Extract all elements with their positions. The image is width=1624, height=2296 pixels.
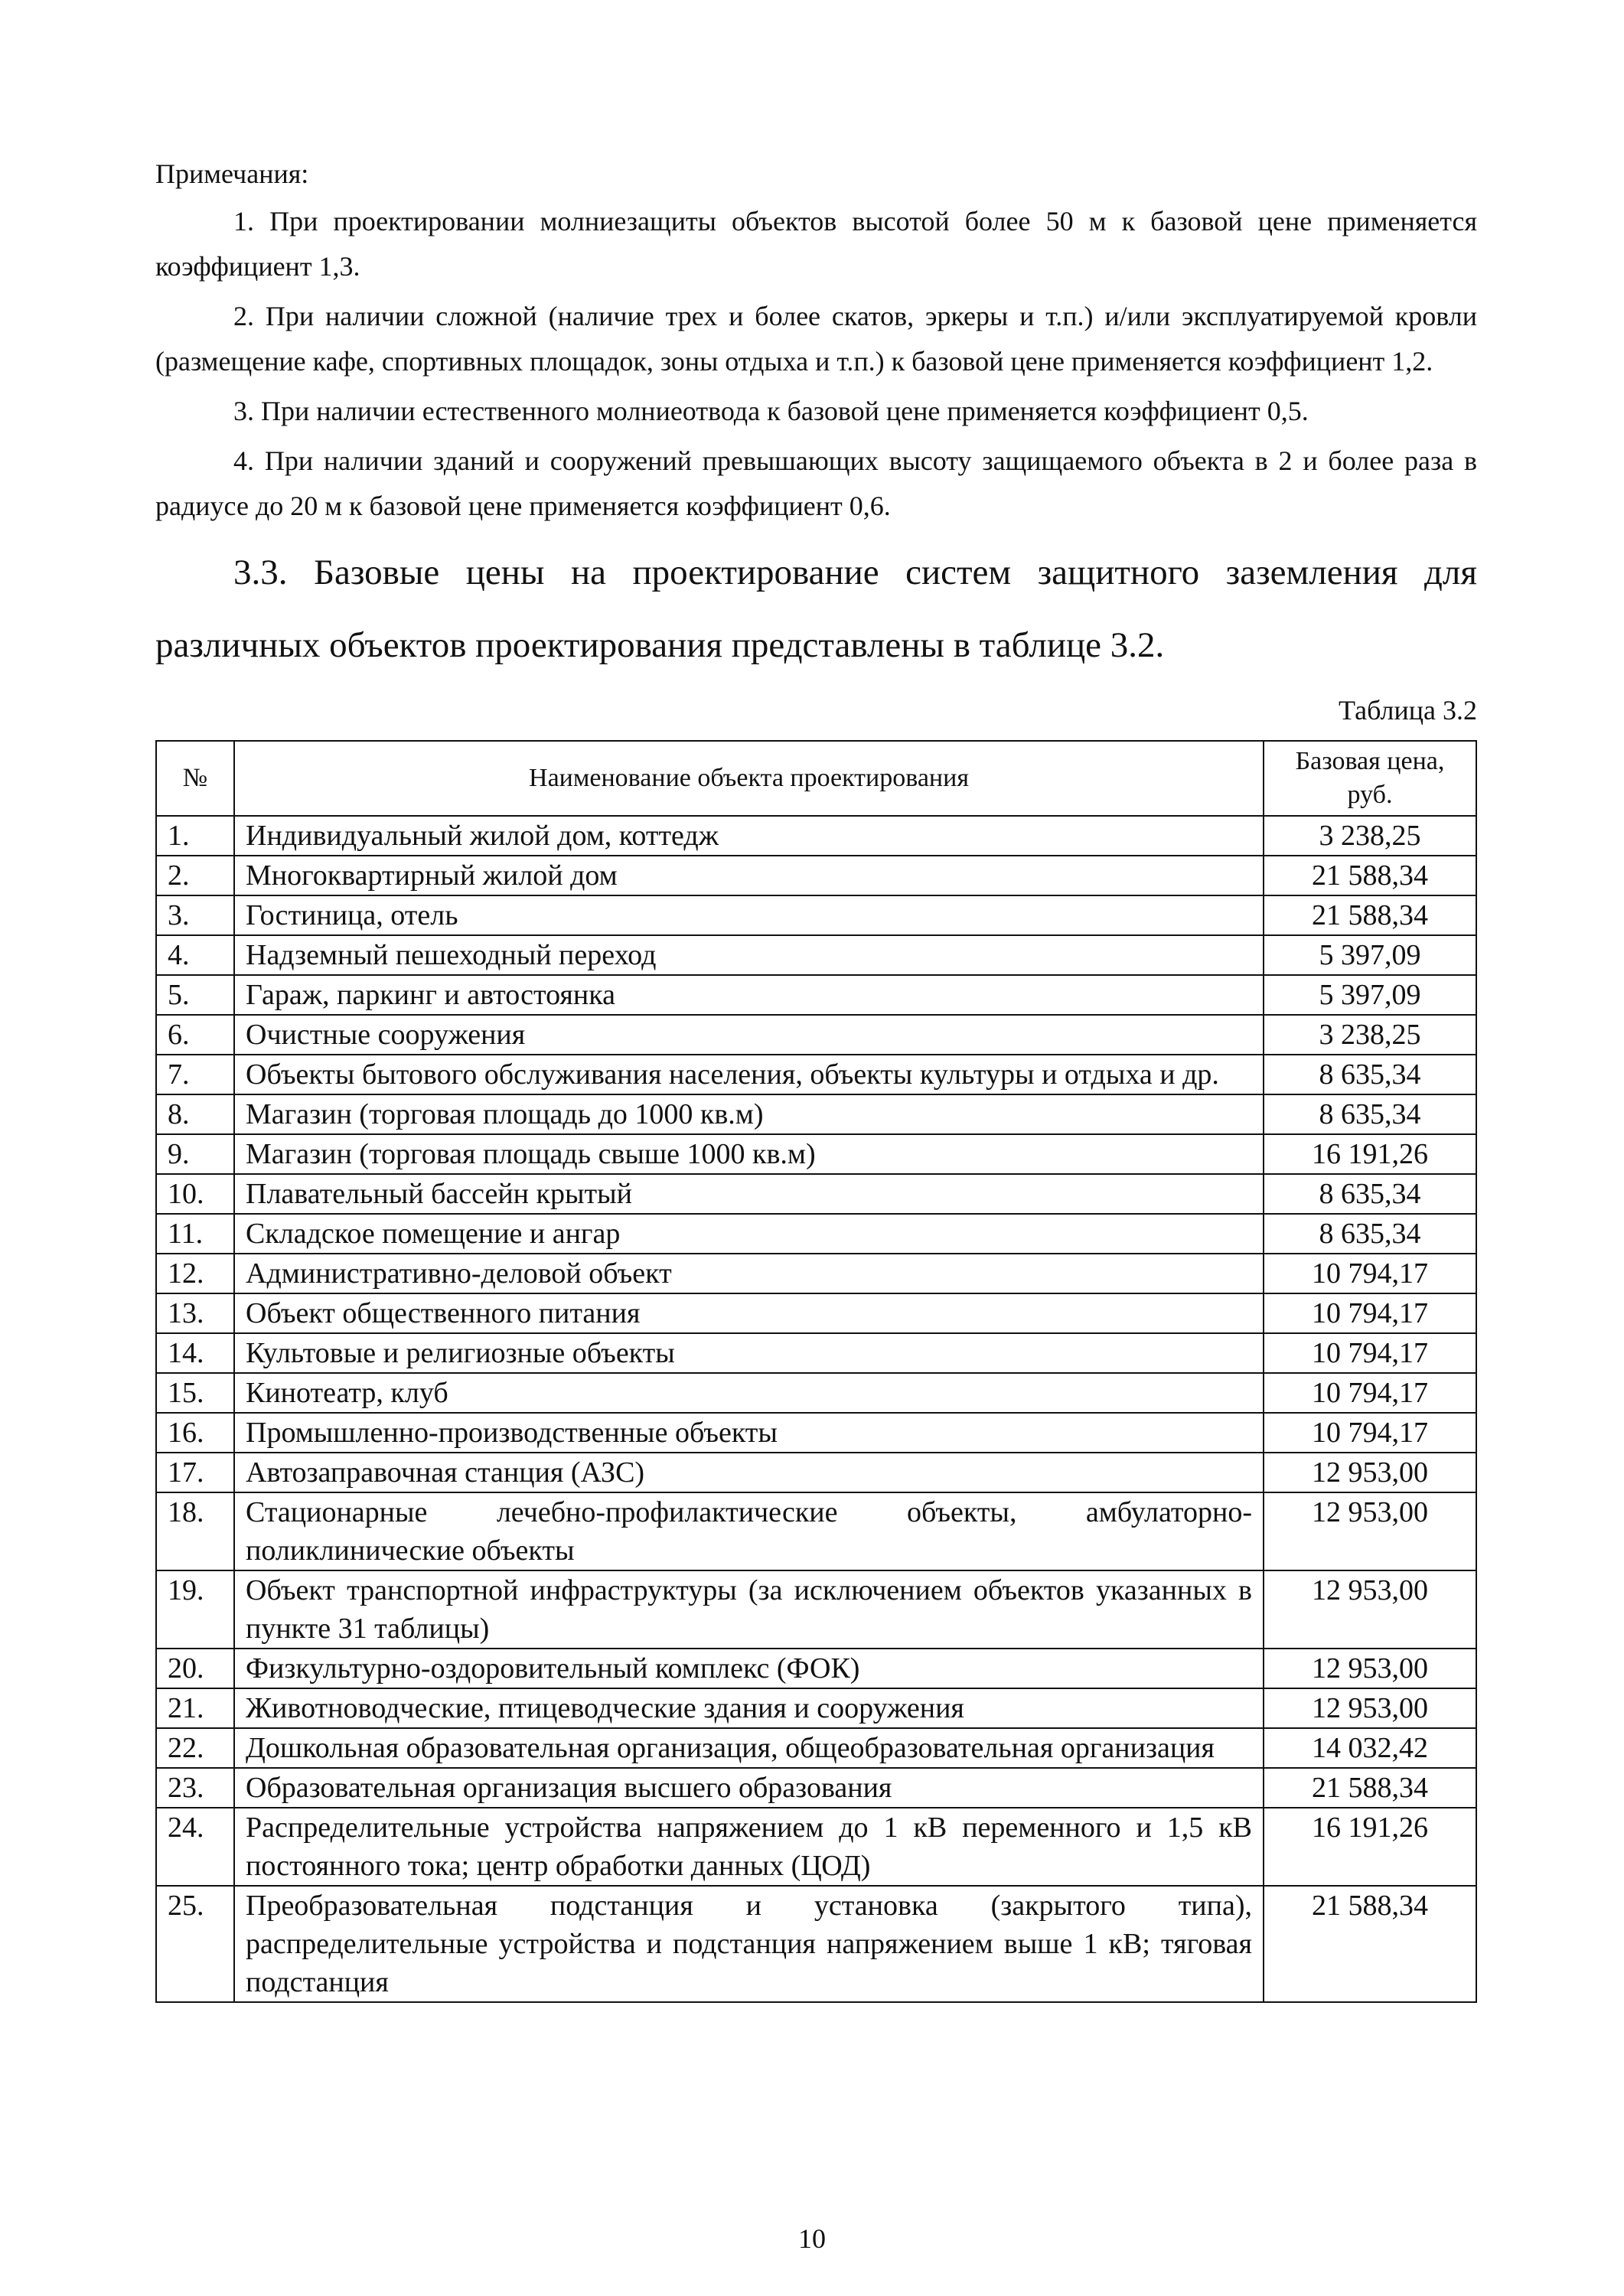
row-object-name: Многоквартирный жилой дом [234,856,1264,895]
row-base-price: 21 588,34 [1264,856,1476,895]
row-base-price: 12 953,00 [1264,1453,1476,1492]
table-row [156,1055,1476,1094]
row-number: 20. [156,1649,234,1688]
row-number: 23. [156,1768,234,1808]
table-row [156,1570,1476,1649]
row-base-price: 21 588,34 [1264,1886,1476,2002]
table-row [156,895,1476,935]
row-base-price: 14 032,42 [1264,1728,1476,1768]
table-row [156,1134,1476,1174]
row-object-name: Плавательный бассейн крытый [234,1174,1264,1214]
table-row [156,816,1476,856]
row-object-name: Объекты бытового обслуживания населения, объекты культуры и отдыха и др. [234,1055,1264,1094]
row-number: 16. [156,1413,234,1453]
row-number: 17. [156,1453,234,1492]
row-base-price: 3 238,25 [1264,816,1476,856]
row-base-price: 12 953,00 [1264,1688,1476,1728]
row-object-name: Распределительные устройства напряжением до 1 кВ переменного и 1,5 кВ постоянного тока; центр обработки данных (ЦОД) [234,1808,1264,1886]
table-row [156,1453,1476,1492]
row-object-name: Кинотеатр, клуб [234,1373,1264,1413]
row-number: 1. [156,816,234,856]
price-table [155,740,1477,2003]
row-number: 10. [156,1174,234,1214]
row-object-name: Гараж, паркинг и автостоянка [234,975,1264,1015]
page-number: 10 [798,2223,826,2254]
table-row [156,1649,1476,1688]
row-base-price: 10 794,17 [1264,1413,1476,1453]
row-object-name: Объект транспортной инфраструктуры (за исключением объектов указанных в пункте 31 таблицы) [234,1570,1264,1649]
row-base-price: 10 794,17 [1264,1333,1476,1373]
table-caption: Таблица 3.2 [1339,695,1477,726]
note-2: 2. При наличии сложной (наличие трех и более скатов, эркеры и т.п.) и/или эксплуатируемой кровли (размещение кафе, спортивных площадок, зоны отдыха и т.п.) к базовой цене применяется коэффициент 1,2. [155,301,1477,377]
row-number: 25. [156,1886,234,2002]
row-base-price: 3 238,25 [1264,1015,1476,1055]
row-object-name: Складское помещение и ангар [234,1214,1264,1254]
row-object-name: Объект общественного питания [234,1293,1264,1333]
table-row [156,935,1476,975]
section-heading: 3.3. Базовые цены на проектирование систем защитного заземления для различных объектов проектирования представлены в таблице 3.2. [155,553,1477,665]
row-object-name: Магазин (торговая площадь до 1000 кв.м) [234,1094,1264,1134]
row-object-name: Преобразовательная подстанция и установка (закрытого типа), распределительные устройства и подстанция напряжением выше 1 кВ; тяговая подстанция [234,1886,1264,2002]
table-row [156,1768,1476,1808]
row-number: 15. [156,1373,234,1413]
row-base-price: 12 953,00 [1264,1570,1476,1649]
row-object-name: Стационарные лечебно-профилактические объекты, амбулаторно-поликлинические объекты [234,1492,1264,1570]
note-1: 1. При проектировании молниезащиты объектов высотой более 50 м к базовой цене применяется коэффициент 1,3. [155,206,1477,282]
table-header-row [156,741,1476,816]
header-num: № [156,741,234,816]
row-base-price: 16 191,26 [1264,1808,1476,1886]
table-row [156,1214,1476,1254]
row-base-price: 5 397,09 [1264,975,1476,1015]
table-row [156,1015,1476,1055]
row-base-price: 8 635,34 [1264,1055,1476,1094]
row-number: 3. [156,895,234,935]
table-row [156,1293,1476,1333]
table-row [156,975,1476,1015]
table-row [156,1808,1476,1886]
row-object-name: Индивидуальный жилой дом, коттедж [234,816,1264,856]
row-object-name: Очистные сооружения [234,1015,1264,1055]
row-number: 6. [156,1015,234,1055]
row-object-name: Надземный пешеходный переход [234,935,1264,975]
row-base-price: 12 953,00 [1264,1649,1476,1688]
row-base-price: 21 588,34 [1264,895,1476,935]
header-price: Базовая цена, руб. [1264,741,1476,816]
row-base-price: 10 794,17 [1264,1254,1476,1293]
row-number: 4. [156,935,234,975]
row-object-name: Магазин (торговая площадь свыше 1000 кв.м) [234,1134,1264,1174]
row-object-name: Гостиница, отель [234,895,1264,935]
table-row [156,1728,1476,1768]
row-object-name: Административно-деловой объект [234,1254,1264,1293]
table-row [156,1373,1476,1413]
row-base-price: 10 794,17 [1264,1373,1476,1413]
row-number: 2. [156,856,234,895]
table-row [156,1174,1476,1214]
row-number: 13. [156,1293,234,1333]
row-number: 24. [156,1808,234,1886]
row-number: 9. [156,1134,234,1174]
row-object-name: Животноводческие, птицеводческие здания и сооружения [234,1688,1264,1728]
row-base-price: 16 191,26 [1264,1134,1476,1174]
document-page [155,153,1477,2003]
table-row [156,1094,1476,1134]
row-base-price: 8 635,34 [1264,1094,1476,1134]
row-number: 22. [156,1728,234,1768]
table-row [156,1886,1476,2002]
row-base-price: 10 794,17 [1264,1293,1476,1333]
row-number: 14. [156,1333,234,1373]
note-4: 4. При наличии зданий и сооружений превышающих высоту защищаемого объекта в 2 и более раза в радиусе до 20 м к базовой цене применяется коэффициент 0,6. [155,445,1477,521]
table-row [156,856,1476,895]
row-object-name: Автозаправочная станция (АЗС) [234,1453,1264,1492]
row-object-name: Промышленно-производственные объекты [234,1413,1264,1453]
row-number: 12. [156,1254,234,1293]
row-base-price: 21 588,34 [1264,1768,1476,1808]
notes-title: Примечания: [155,158,309,189]
note-3: 3. При наличии естественного молниеотвода к базовой цене применяется коэффициент 0,5. [233,396,1309,426]
row-object-name: Культовые и религиозные объекты [234,1333,1264,1373]
row-number: 19. [156,1570,234,1649]
table-row [156,1254,1476,1293]
row-number: 18. [156,1492,234,1570]
table-row [156,1333,1476,1373]
row-object-name: Образовательная организация высшего образования [234,1768,1264,1808]
row-number: 5. [156,975,234,1015]
table-row [156,1413,1476,1453]
row-number: 8. [156,1094,234,1134]
row-base-price: 8 635,34 [1264,1174,1476,1214]
row-number: 21. [156,1688,234,1728]
row-object-name: Физкультурно-оздоровительный комплекс (ФОК) [234,1649,1264,1688]
table-row [156,1492,1476,1570]
row-base-price: 12 953,00 [1264,1492,1476,1570]
row-base-price: 5 397,09 [1264,935,1476,975]
row-number: 7. [156,1055,234,1094]
header-name: Наименование объекта проектирования [234,741,1264,816]
table-body [156,816,1476,2002]
row-number: 11. [156,1214,234,1254]
row-base-price: 8 635,34 [1264,1214,1476,1254]
table-row [156,1688,1476,1728]
row-object-name: Дошкольная образовательная организация, общеобразовательная организация [234,1728,1264,1768]
